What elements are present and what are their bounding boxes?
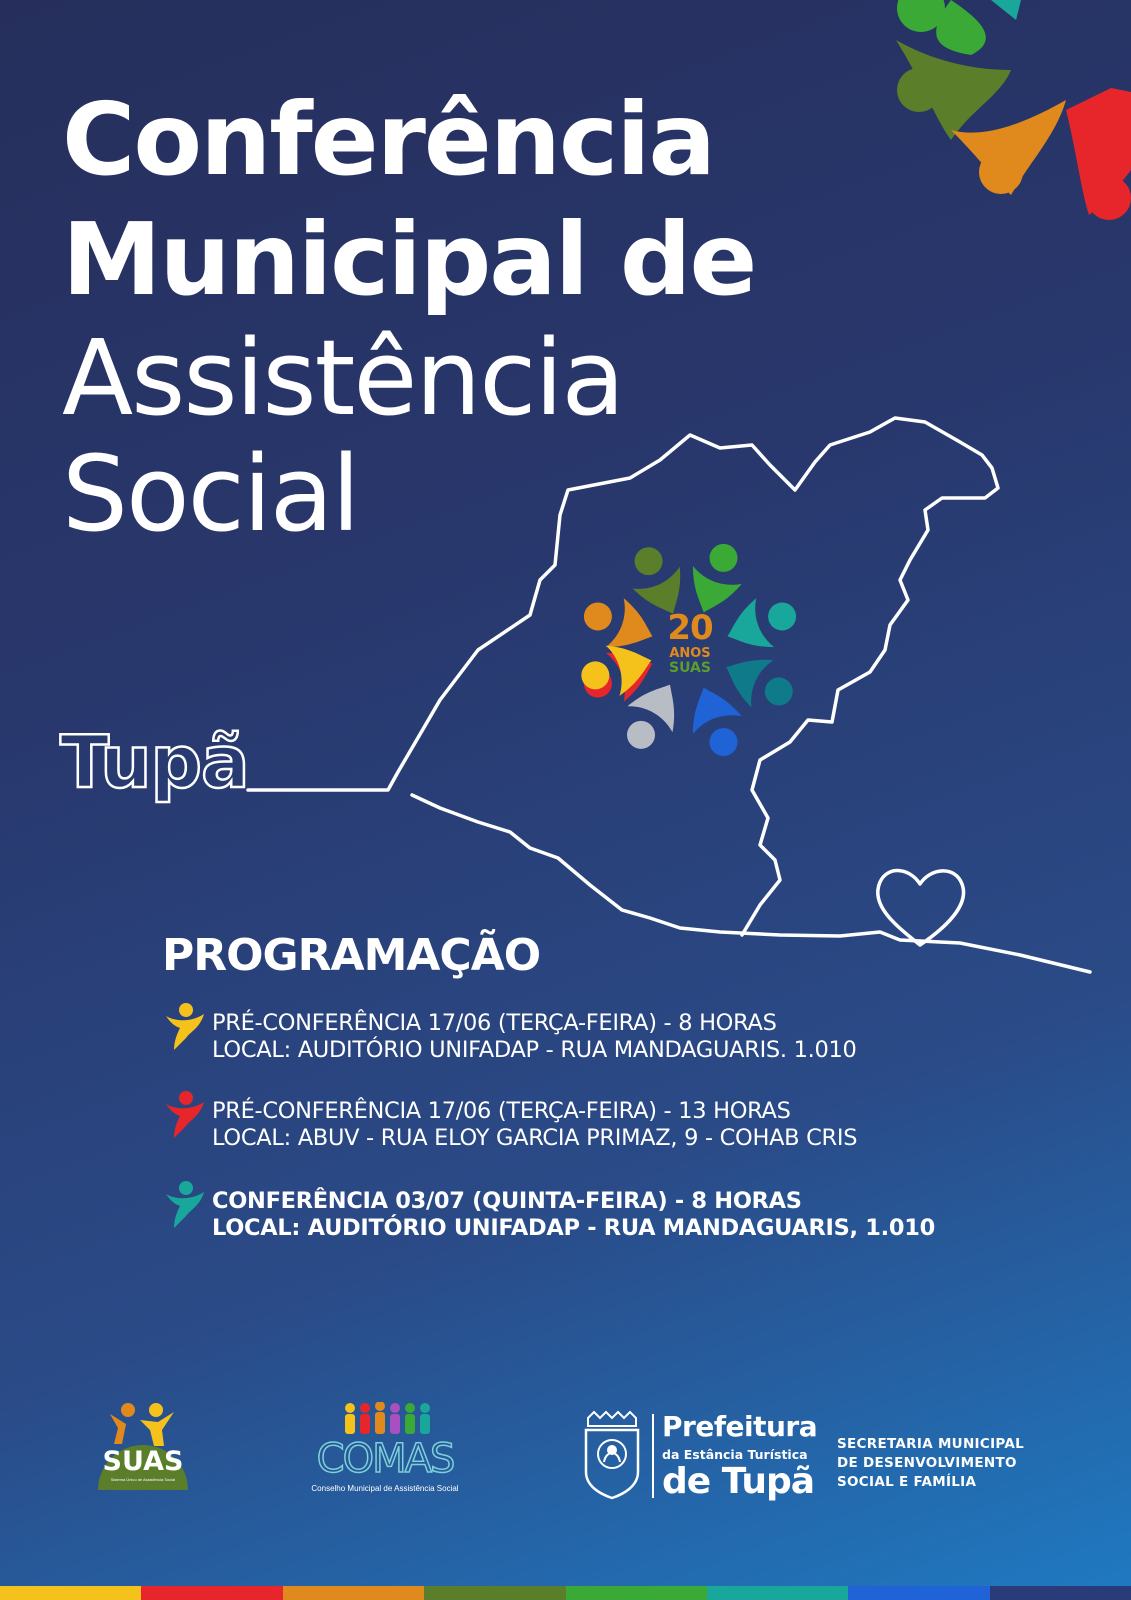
title-line-3: Assistência — [62, 317, 624, 439]
color-strip-segment — [707, 1586, 848, 1600]
comas-people-icon — [310, 1402, 460, 1438]
color-strip — [0, 1586, 1131, 1600]
suas-logo-text: SUAS — [102, 1446, 184, 1477]
anniversary-anos: ANOS — [669, 646, 711, 661]
decorative-people-icon — [891, 0, 1131, 230]
event-1-line-1: PRÉ-CONFERÊNCIA 17/06 (TERÇA-FEIRA) - 8 HORAS — [212, 1010, 777, 1036]
suas-20-anos-logo — [570, 530, 810, 770]
event-3-line-2: LOCAL: AUDITÓRIO UNIFADAP - RUA MANDAGUARIS, 1.010 — [212, 1215, 935, 1241]
red-person-icon — [162, 1090, 206, 1140]
secretaria-line-3: SOCIAL E FAMÍLIA — [837, 1474, 977, 1490]
title-line-4: Social — [62, 433, 359, 555]
page-title — [62, 80, 756, 555]
secretaria-text — [837, 1435, 1024, 1492]
secretaria-line-1: SECRETARIA MUNICIPAL — [837, 1436, 1024, 1452]
prefeitura-line-2: da Estância Turística — [662, 1447, 808, 1462]
anniversary-suas: SUAS — [669, 660, 711, 676]
secretaria-line-2: DE DESENVOLVIMENTO — [837, 1455, 1017, 1471]
event-item — [162, 1188, 1062, 1242]
yellow-person-icon — [162, 1002, 206, 1052]
prefeitura-divider — [652, 1414, 654, 1498]
event-1-line-2: LOCAL: AUDITÓRIO UNIFADAP - RUA MANDAGUARIS. 1.010 — [212, 1037, 857, 1063]
suas-logo-subtitle: Sistema Único de Assistência Social — [110, 1477, 176, 1482]
color-strip-segment — [566, 1586, 707, 1600]
anniversary-number: 20 — [667, 608, 713, 648]
title-line-2: Municipal de — [62, 201, 756, 318]
event-2-line-2: LOCAL: ABUV - RUA ELOY GARCIA PRIMAZ, 9 - COHAB CRIS — [212, 1125, 858, 1151]
prefeitura-logo — [582, 1410, 1042, 1510]
comas-logo-subtitle: Conselho Municipal de Assistência Social — [311, 1484, 459, 1493]
event-3-line-1: CONFERÊNCIA 03/07 (QUINTA-FEIRA) - 8 HORAS — [212, 1188, 802, 1214]
programacao-heading: PROGRAMAÇÃO — [162, 930, 541, 981]
title-line-1: Conferência — [62, 81, 714, 198]
city-name: Tupã — [60, 720, 249, 804]
teal-person-icon — [162, 1180, 206, 1230]
event-2-line-1: PRÉ-CONFERÊNCIA 17/06 (TERÇA-FEIRA) - 13 HORAS — [212, 1098, 791, 1124]
color-strip-segment — [141, 1586, 282, 1600]
event-item — [162, 1010, 1062, 1064]
color-strip-segment — [283, 1586, 424, 1600]
color-strip-segment — [0, 1586, 141, 1600]
color-strip-segment — [424, 1586, 565, 1600]
color-strip-segment — [990, 1586, 1131, 1600]
color-strip-segment — [848, 1586, 989, 1600]
comas-logo-text: COMAS — [316, 1436, 454, 1482]
prefeitura-line-1: Prefeitura — [662, 1410, 818, 1443]
comas-logo — [310, 1402, 460, 1498]
event-item — [162, 1098, 1062, 1152]
tupa-coat-of-arms-icon — [582, 1410, 642, 1500]
suas-logo — [88, 1400, 198, 1495]
prefeitura-line-3: de Tupã — [662, 1461, 815, 1502]
